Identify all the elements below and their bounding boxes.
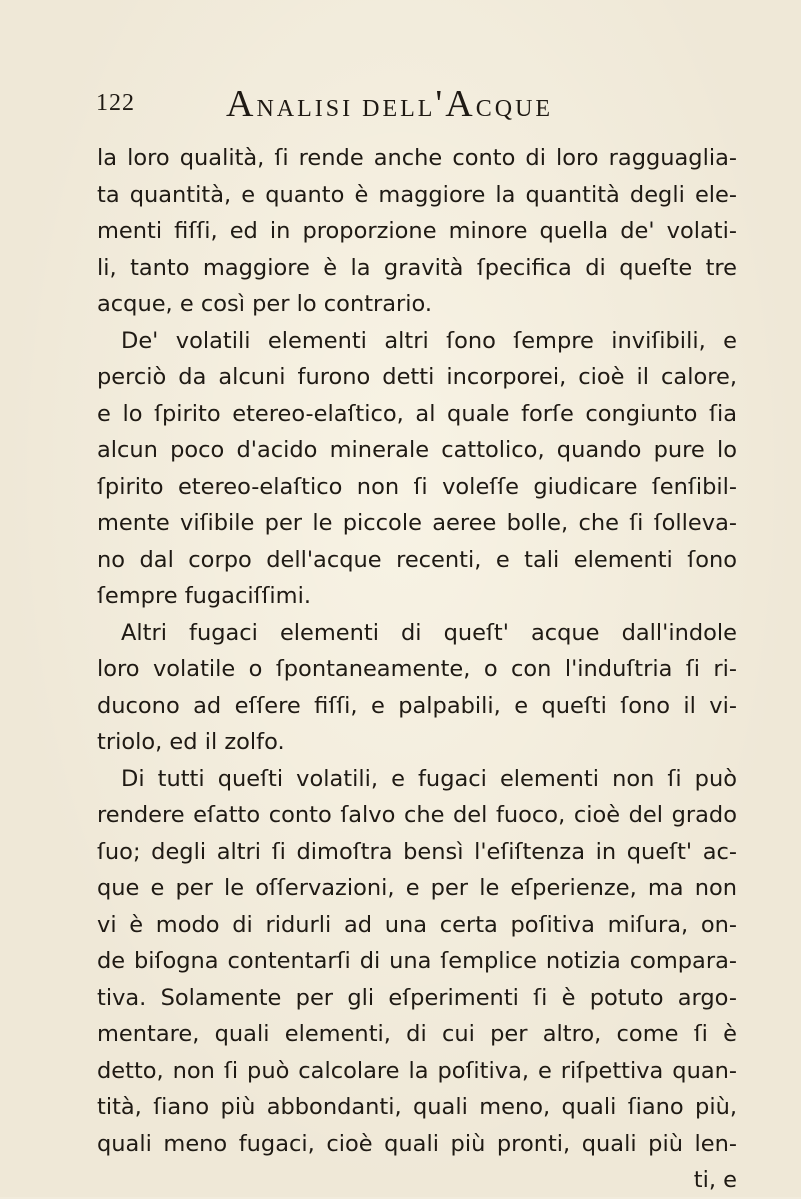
text-line: tiva. Solamente per gli eſperimenti ſi è potuto argo- (97, 984, 737, 1011)
text-line: mentare, quali elementi, di cui per altro, come ſi è (97, 1021, 737, 1047)
text-line: la loro qualità, ſi rende anche conto di loro ragguaglia- (97, 145, 737, 171)
text-line: ſpirito etereo-elaſtico non ſi voleſſe giudicare ſenſibil- (97, 473, 737, 500)
text-line: e lo ſpirito etereo-elaſtico, al quale forſe congiunto ſia (97, 400, 737, 427)
text-line: menti fiſſi, ed in proporzione minore quella de' volati- (97, 218, 737, 244)
text-line: que e per le oſſervazioni, e per le eſperienze, ma non (97, 875, 737, 901)
running-title (226, 82, 553, 126)
text-line: quali meno fugaci, cioè quali più pronti, quali più len- (97, 1130, 737, 1157)
title-rest-1: NALISI DELL (256, 96, 436, 122)
title-cap-1: A (226, 83, 257, 125)
text-line: loro volatile o ſpontaneamente, o con l'induſtria ſi ri- (97, 656, 737, 682)
text-line: Di tutti queſti volatili, e fugaci elementi non ſi può (121, 765, 737, 792)
text-line: de biſogna contentarſi di una ſemplice notizia compara- (97, 948, 737, 974)
text-line: alcun poco d'acido minerale cattolico, quando pure lo (97, 437, 737, 463)
text-line: detto, non ſi può calcolare la poſitiva, e riſpettiva quan- (97, 1057, 737, 1084)
text-line: perciò da alcuni furono detti incorporei, cioè il calore, (97, 364, 737, 390)
text-line: ducono ad eſſere fiſſi, e palpabili, e queſti ſono il vi- (97, 692, 737, 719)
title-rest-2: CQUE (475, 96, 554, 122)
text-line: tità, ſiano più abbondanti, quali meno, quali ſiano più, (97, 1094, 737, 1120)
title-cap-2: A (445, 83, 476, 125)
text-line: no dal corpo dell'acque recenti, e tali elementi ſono (97, 546, 737, 573)
page-header (96, 82, 736, 132)
text-line: Altri fugaci elementi di queſt' acque dall'indole (121, 619, 737, 646)
text-line: ta quantità, e quanto è maggiore la quantità degli ele- (97, 181, 737, 208)
catchword: ti, e (693, 1167, 737, 1193)
page-number: 122 (96, 90, 135, 116)
text-line: acque, e così per lo contrario. (97, 291, 433, 317)
title-apostrophe: ' (435, 83, 446, 125)
text-line: vi è modo di ridurli ad una certa poſitiva miſura, on- (97, 911, 737, 938)
body-text (97, 140, 737, 1199)
text-line: ſempre fugaciſſimi. (97, 583, 312, 609)
text-line: De' volatili elementi altri ſono ſempre inviſibili, e (121, 327, 737, 354)
text-line: mente viſibile per le piccole aeree bolle, che ſi ſolleva- (97, 510, 737, 536)
text-line: rendere eſatto conto ſalvo che del fuoco, cioè del grado (97, 802, 737, 828)
text-line: ſuo; degli altri ſi dimoſtra bensì l'eſiſtenza in queſt' ac- (97, 838, 737, 865)
text-line: triolo, ed il zolfo. (97, 729, 285, 755)
text-line: li, tanto maggiore è la gravità ſpecifica di queſte tre (97, 254, 737, 281)
